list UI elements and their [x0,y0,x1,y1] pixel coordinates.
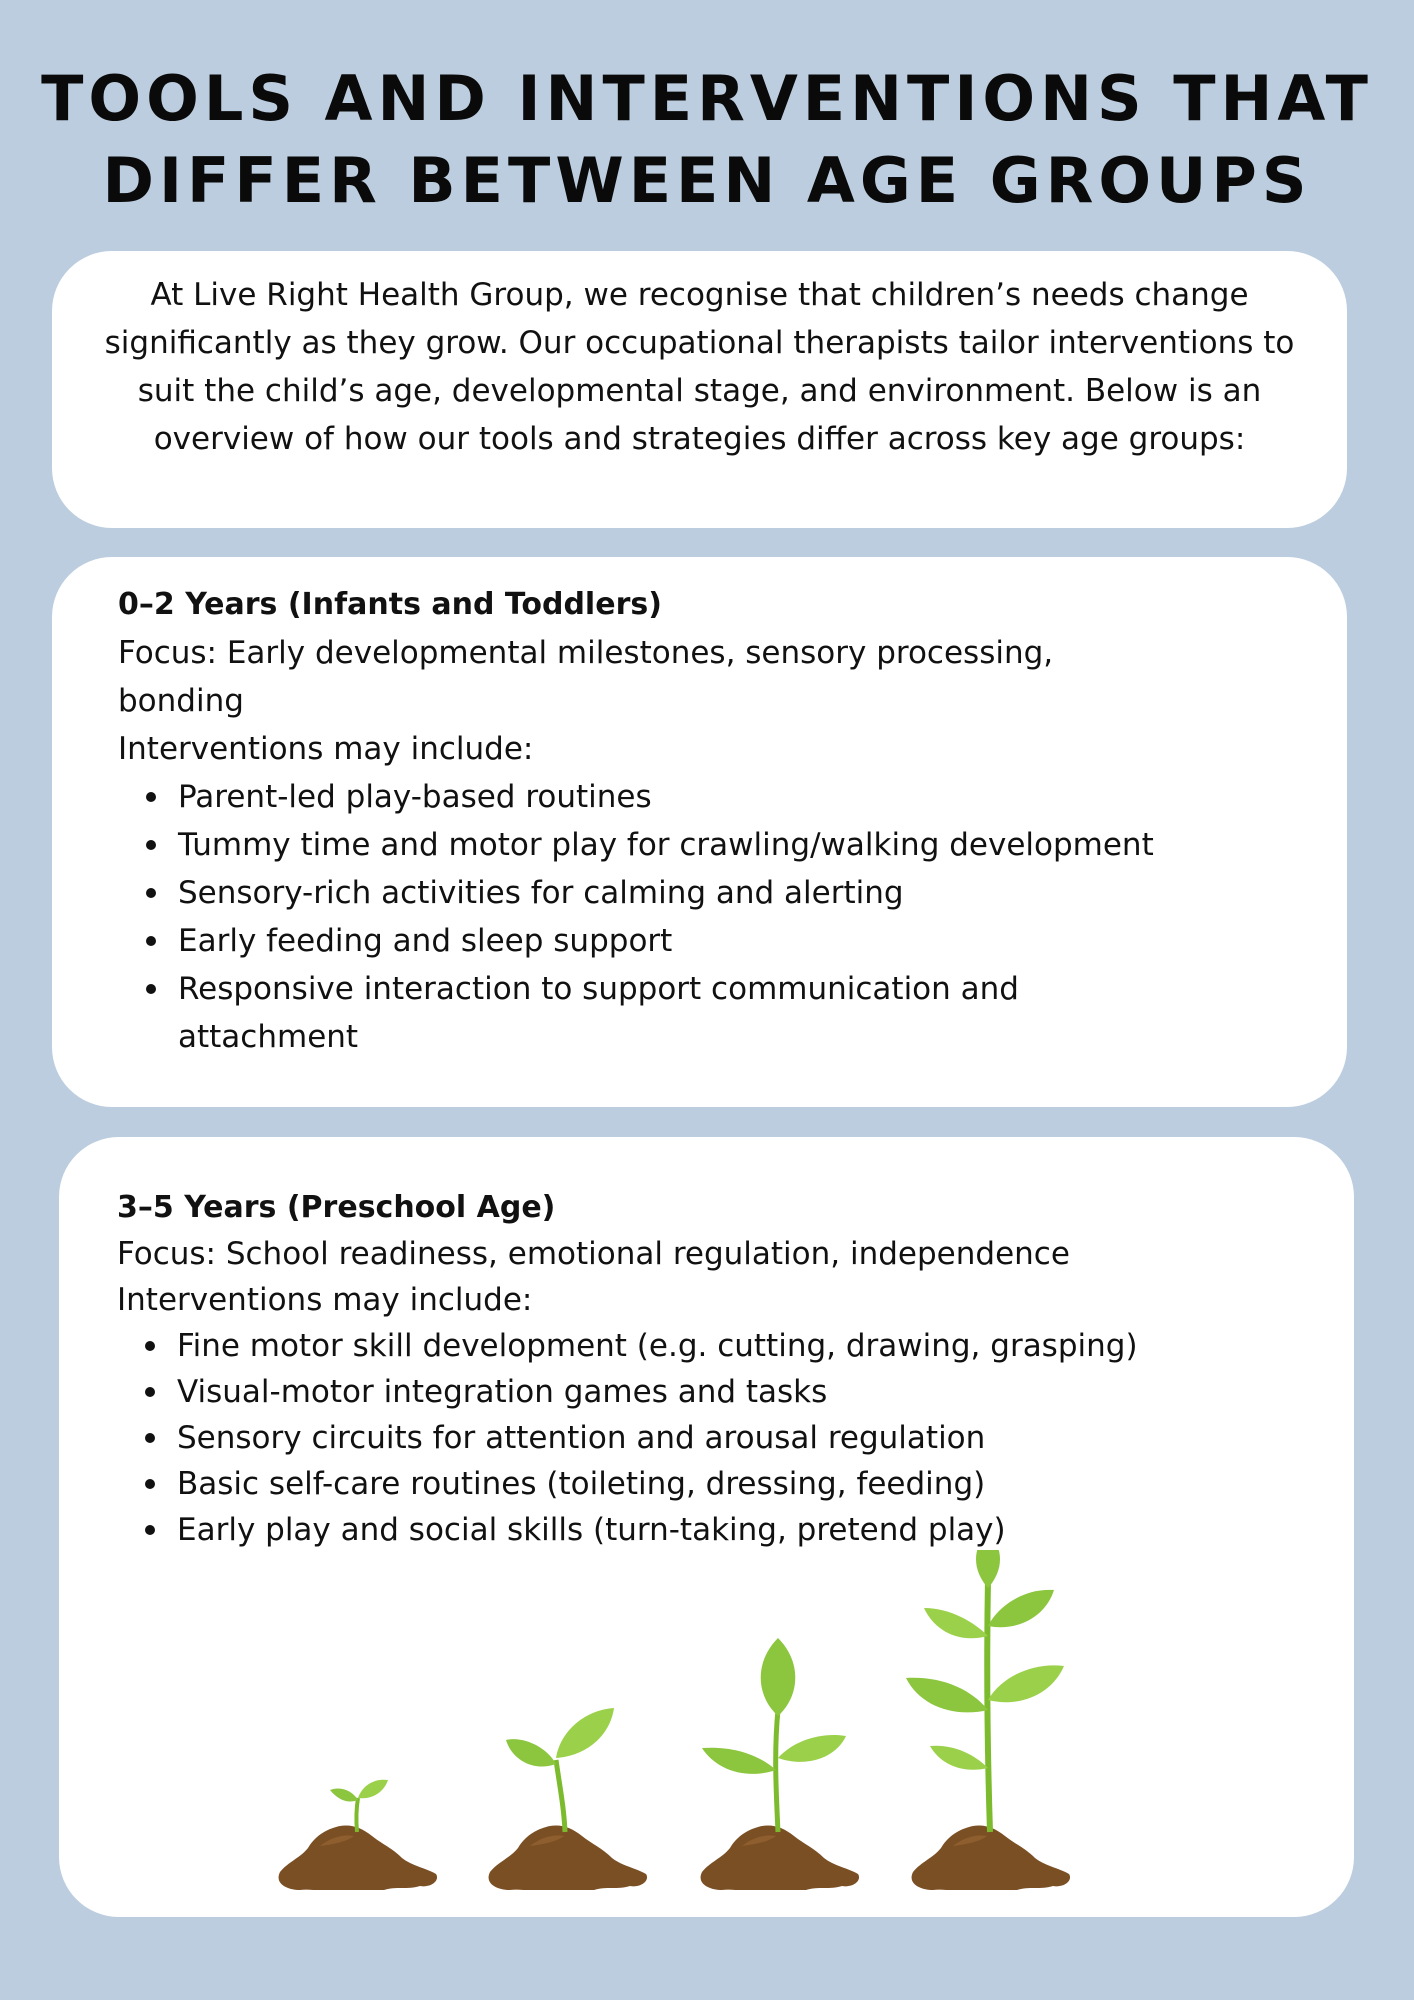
bullet-icon [146,984,156,994]
list-item-text: Fine motor skill development (e.g. cutting, drawing, grasping) [177,1328,1138,1364]
bullet-icon [146,792,156,802]
seedling-small-icon [279,1780,437,1890]
section-heading: 0–2 Years (Infants and Toddlers) [118,587,662,622]
interventions-list [118,773,1307,1061]
list-item [177,1369,1314,1415]
list-item-text: Sensory-rich activities for calming and alerting [178,875,904,911]
interventions-label: Interventions may include: [117,1282,533,1318]
list-item [177,1461,1314,1507]
list-item [178,773,1307,821]
list-item [177,1323,1314,1369]
interventions-list [117,1323,1314,1553]
seedling-large-icon [701,1638,859,1890]
seedling-tallest-icon [906,1550,1070,1890]
page-title [0,58,1414,222]
bullet-icon [145,1525,155,1535]
bullet-icon [145,1433,155,1443]
list-item [177,1507,1314,1553]
section-focus: Focus: Early developmental milestones, sensory processing, bonding [118,635,1054,719]
list-item [178,965,1307,1061]
list-item-text: Sensory circuits for attention and arousal regulation [177,1420,986,1456]
list-item-text: Basic self-care routines (toileting, dressing, feeding) [177,1466,986,1502]
list-item-text: Early feeding and sleep support [178,923,673,959]
title-line-2: DIFFER BETWEEN AGE GROUPS [102,144,1312,217]
bullet-icon [145,1387,155,1397]
list-item-text: Parent-led play-based routines [178,779,652,815]
bullet-icon [145,1341,155,1351]
bullet-icon [146,936,156,946]
bullet-icon [146,840,156,850]
age-group-card-0-2 [52,557,1347,1107]
list-item-text: Early play and social skills (turn-taking, pretend play) [177,1512,1006,1548]
list-item-text: Visual-motor integration games and tasks [177,1374,828,1410]
bullet-icon [145,1479,155,1489]
list-item [178,869,1307,917]
list-item [177,1415,1314,1461]
interventions-label: Interventions may include: [118,731,534,767]
growing-seedlings-illustration [250,1550,1110,1890]
list-item [178,821,1307,869]
list-item [178,917,1307,965]
intro-text: At Live Right Health Group, we recognise that children’s needs change significantly as they grow. Our occupational therapists tailor interventions to suit the child’s age, developmental stage, and environment. Below is an overview of how our tools and strategies differ across key age groups: [104,277,1295,457]
intro-card [52,251,1347,528]
section-heading: 3–5 Years (Preschool Age) [117,1190,556,1225]
title-line-1: TOOLS AND INTERVENTIONS THAT [41,62,1373,135]
list-item-text: Tummy time and motor play for crawling/walking development [178,827,1154,863]
section-focus: Focus: School readiness, emotional regulation, independence [117,1236,1070,1272]
bullet-icon [146,888,156,898]
seedling-medium-icon [489,1708,647,1890]
list-item-text: Responsive interaction to support communication and attachment [178,971,1019,1055]
